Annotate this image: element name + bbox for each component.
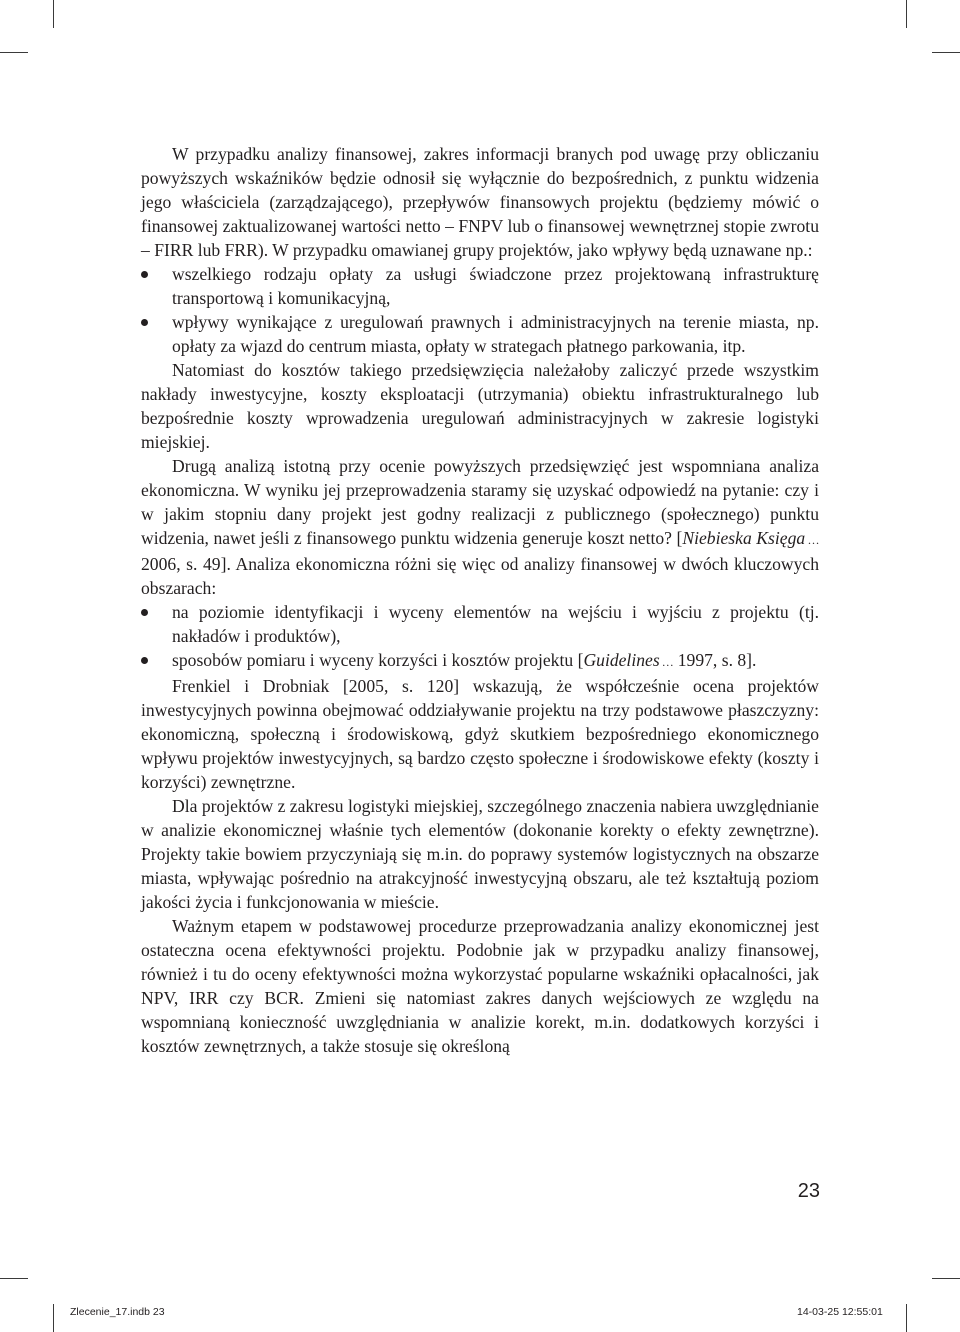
- list-item: wpływy wynikające z uregulowań prawnych i administracyjnych na terenie miasta, np. opłaty za wjazd do centrum miasta, opłaty w strategach płatnego parkowania, itp.: [141, 310, 819, 358]
- paragraph: Dla projektów z zakresu logistyki miejskiej, szczególnego znaczenia nabiera uwzględnianie w analizie ekonomicznej właśnie tych elementów (dokonanie korekty o efekty zewnętrzne). Projekty takie bowiem przyczyniają się m.in. do poprawy systemów logistycznych na obszarze miasta, wpływając pośrednio na atrakcyjność inwestycyjną obszaru, ale też kształtują poziom jakości życia i funkcjonowania w mieście.: [141, 796, 819, 912]
- list-item: wszelkiego rodzaju opłaty za usługi świadczone przez projektowaną infrastrukturę transportową i komunikacyjną,: [141, 262, 819, 310]
- document-body: [141, 142, 819, 1058]
- crop-mark: [932, 52, 960, 53]
- crop-mark: [53, 0, 54, 28]
- paragraph: Drugą analizą istotną przy ocenie powyższych przedsięwzięć jest wspomniana analiza ekonomiczna. W wyniku jej przeprowadzenia staramy się uzyskać odpowiedź na pytanie: czy i w jakim stopniu dany projekt jest godny realizacji z publicznego (społecznego) punktu widzenia, nawet jeśli z finansowego punktu widzenia generuje koszt netto? [Niebieska Księga … 2006, s. 49]. Analiza ekonomiczna różni się więc od analizy finansowej w dwóch kluczowych obszarach:: [141, 456, 819, 598]
- bullet-list: [141, 600, 819, 674]
- print-slug-timestamp: 14-03-25 12:55:01: [797, 1306, 883, 1318]
- crop-mark: [906, 0, 907, 28]
- list-item: sposobów pomiaru i wyceny korzyści i kosztów projektu [Guidelines … 1997, s. 8].: [141, 648, 819, 674]
- citation-ellipsis: …: [659, 655, 674, 669]
- list-item: na poziomie identyfikacji i wyceny elementów na wejściu i wyjściu z projektu (tj. nakładów i produktów),: [141, 600, 819, 648]
- crop-mark: [932, 1278, 960, 1279]
- page-number: 23: [797, 1180, 820, 1202]
- paragraph: W przypadku analizy finansowej, zakres informacji branych pod uwagę przy obliczaniu powyższych wskaźników będzie odnosił się wyłącznie do bezpośrednich, z punktu widzenia jego właściciela (zarządzającego), przepływów finansowych projektu (będziemy mówić o finansowej zaktualizowanej wartości netto – FNPV lub o finansowej wewnętrznej stopie zwrotu – FIRR lub FRR). W przypadku omawianej grupy projektów, jako wpływy będą uznawane np.:: [141, 144, 819, 260]
- paragraph: Ważnym etapem w podstawowej procedurze przeprowadzania analizy ekonomicznej jest ostateczna ocena efektywności projektu. Podobnie jak w przypadku analizy finansowej, również i tu do oceny efektywności można wykorzystać popularne wskaźniki opłacalności, jak NPV, IRR czy BCR. Zmieni się natomiast zakres danych wejściowych ze względu na wspomnianą konieczność uwzględniania w analizie korekt, m.in. dodatkowych korzyści i kosztów zewnętrznych, a także stosuje się określoną: [141, 916, 819, 1056]
- print-slug-file: Zlecenie_17.indb 23: [70, 1306, 165, 1318]
- paragraph: Frenkiel i Drobniak [2005, s. 120] wskazują, że współcześnie ocena projektów inwestycyjnych powinna obejmować oddziaływanie projektu na trzy podstawowe płaszczyzny: ekonomiczną, społeczną i środowiskową, gdyż skutkiem bezpośredniego ekonomicznego wpływu projektów inwestycyjnych, są bardzo często społeczne i środowiskowe efekty (koszty i korzyści) zewnętrzne.: [141, 676, 819, 792]
- bullet-list: [141, 262, 819, 358]
- paragraph: Natomiast do kosztów takiego przedsięwzięcia należałoby zaliczyć przede wszystkim nakłady inwestycyjne, koszty eksploatacji (utrzymania) obiektu infrastrukturalnego lub bezpośrednie koszty wprowadzenia uregulowań administracyjnych w zakresie logistyki miejskiej.: [141, 360, 819, 452]
- citation-ellipsis: …: [805, 533, 819, 547]
- crop-mark: [0, 52, 28, 53]
- citation-title: Niebieska Księga: [682, 528, 806, 548]
- crop-mark: [906, 1304, 907, 1332]
- citation-title: Guidelines: [583, 650, 660, 670]
- crop-mark: [53, 1304, 54, 1332]
- crop-mark: [0, 1278, 28, 1279]
